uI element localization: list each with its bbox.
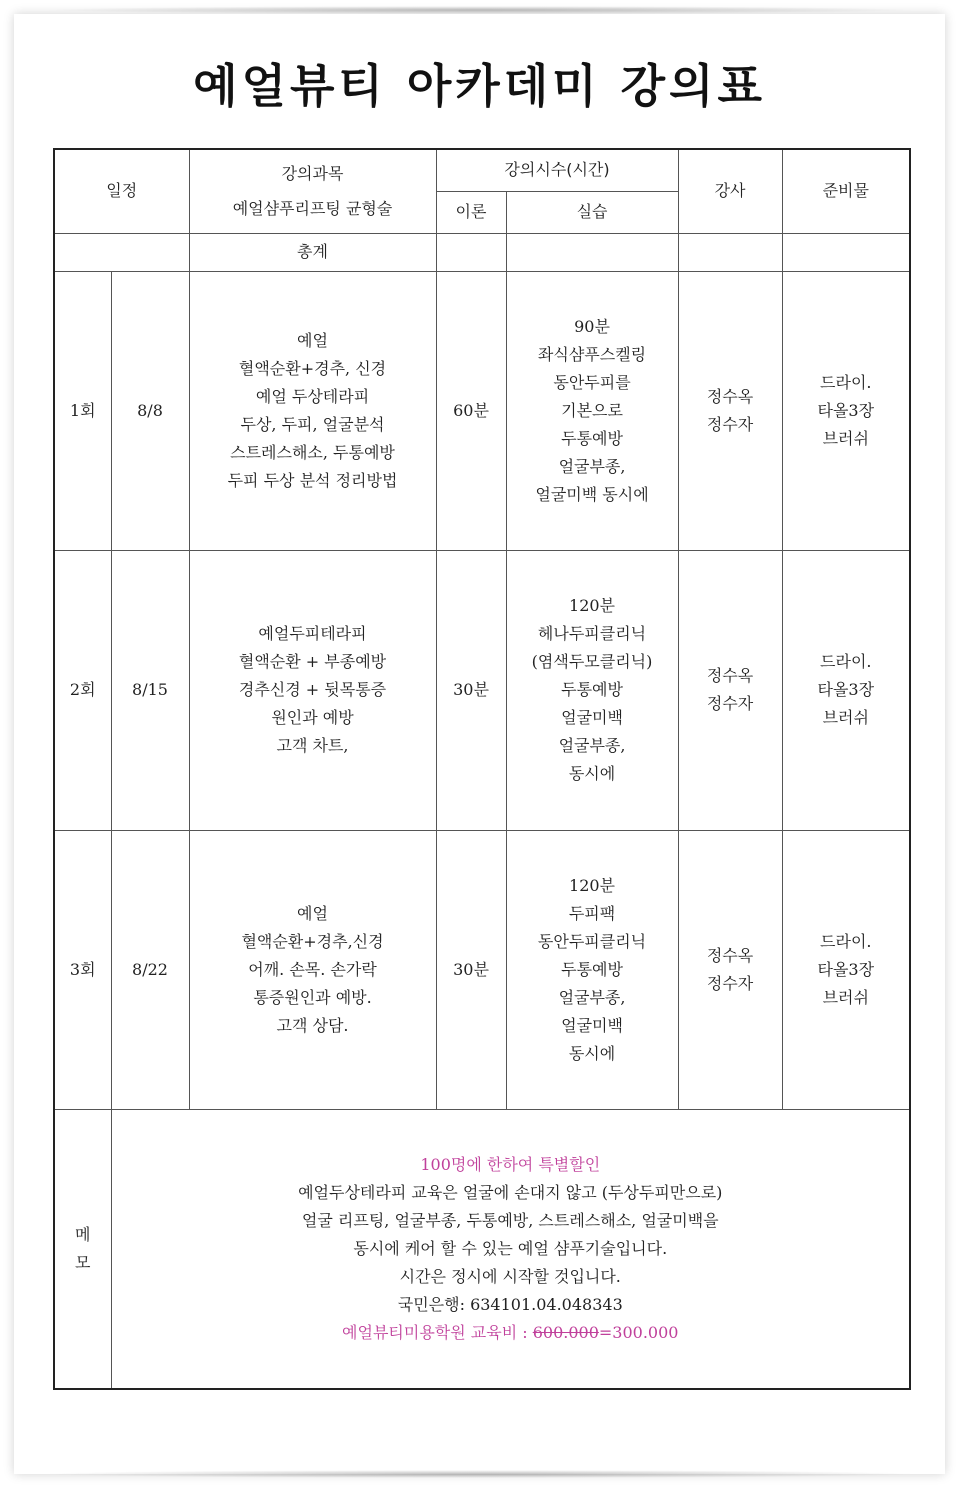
session-label: 2회 xyxy=(54,550,111,830)
session-subject xyxy=(189,830,436,1109)
practice-line: 두통예방 xyxy=(561,959,623,979)
total-row xyxy=(54,233,910,271)
material-item: 드라이. xyxy=(820,372,872,392)
session-date: 8/22 xyxy=(111,830,189,1109)
practice-line: 동시에 xyxy=(568,764,616,783)
total-instructor-cell xyxy=(678,233,782,271)
session-row-1 xyxy=(54,271,910,550)
schedule-table xyxy=(53,148,911,1390)
session-instructors xyxy=(678,830,782,1109)
practice-line: 90분 xyxy=(574,316,610,336)
total-label: 총계 xyxy=(189,233,436,271)
practice-line: (염색두모클리닉) xyxy=(531,652,653,671)
memo-label xyxy=(54,1109,111,1389)
subject-line: 통증원인과 예방. xyxy=(253,987,372,1007)
header-subject-name: 예얼샴푸리프팅 균형술 xyxy=(189,191,436,233)
session-theory: 30분 xyxy=(436,550,506,830)
practice-line: 헤나두피클리닉 xyxy=(537,624,647,643)
practice-line: 좌식샴푸스켈링 xyxy=(537,344,647,364)
session-instructors xyxy=(678,271,782,550)
memo-content xyxy=(111,1109,910,1389)
session-materials xyxy=(782,271,910,550)
instructor-name: 정수자 xyxy=(706,694,754,713)
total-practice-cell xyxy=(506,233,678,271)
fee-old-price: 600.000 xyxy=(532,1322,599,1342)
memo-row xyxy=(54,1109,910,1389)
practice-line: 동안두피를 xyxy=(553,372,631,392)
header-practice: 실습 xyxy=(506,191,678,233)
header-hours: 강의시수(시간) xyxy=(436,149,678,191)
practice-line: 얼굴부종, xyxy=(558,987,626,1007)
header-instructor: 강사 xyxy=(678,149,782,233)
subject-line: 고객 차트, xyxy=(276,736,349,755)
memo-label-char: 메 xyxy=(75,1224,91,1244)
subject-line: 예얼두피테라피 xyxy=(258,624,367,643)
subject-line: 원인과 예방 xyxy=(271,708,354,727)
session-materials xyxy=(782,550,910,830)
session-row-3 xyxy=(54,830,910,1109)
practice-line: 120분 xyxy=(569,596,616,615)
session-theory: 30분 xyxy=(436,830,506,1109)
memo-line: 동시에 케어 할 수 있는 예얼 샴푸기술입니다. xyxy=(353,1238,668,1258)
practice-line: 두통예방 xyxy=(561,680,623,699)
subject-line: 두상, 두피, 얼굴분석 xyxy=(240,414,385,434)
fee-new-price: =300.000 xyxy=(598,1322,679,1342)
session-subject xyxy=(189,550,436,830)
practice-line: 두통예방 xyxy=(561,428,623,448)
practice-line: 얼굴미백 xyxy=(561,708,623,727)
practice-line: 동안두피클리닉 xyxy=(537,931,647,951)
session-date: 8/8 xyxy=(111,271,189,550)
total-materials-cell xyxy=(782,233,910,271)
session-instructors xyxy=(678,550,782,830)
page-shadow-bottom xyxy=(40,1470,919,1478)
practice-line: 얼굴부종, xyxy=(558,736,626,755)
fee-prefix: 예얼뷰티미용학원 교육비 : xyxy=(342,1322,533,1342)
subject-line: 혈액순환+경추, 신경 xyxy=(238,358,387,378)
subject-line: 어깨. 손목. 손가락 xyxy=(248,959,377,979)
subject-line: 스트레스해소, 두통예방 xyxy=(230,442,395,462)
memo-fee-line xyxy=(112,1319,910,1347)
material-item: 브러쉬 xyxy=(822,708,869,727)
subject-line: 예얼 두상테라피 xyxy=(255,386,370,406)
header-subject-title: 강의과목 xyxy=(189,149,436,191)
practice-line: 두피팩 xyxy=(568,903,616,923)
instructor-name: 정수옥 xyxy=(706,666,754,685)
subject-line: 혈액순환 + 부종예방 xyxy=(238,652,387,671)
instructor-name: 정수자 xyxy=(706,414,754,434)
practice-line: 120분 xyxy=(569,875,616,895)
header-schedule: 일정 xyxy=(54,149,189,233)
practice-line: 얼굴부종, xyxy=(558,456,626,476)
practice-line: 기본으로 xyxy=(561,400,623,420)
session-subject xyxy=(189,271,436,550)
page-title: 예얼뷰티 아카데미 강의표 xyxy=(193,59,766,113)
memo-line: 예얼두상테라피 교육은 얼굴에 손대지 않고 (두상두피만으로) xyxy=(298,1182,723,1202)
memo-line: 시간은 정시에 시작할 것입니다. xyxy=(399,1266,621,1286)
material-item: 드라이. xyxy=(820,652,872,671)
memo-line: 국민은행: 634101.04.048343 xyxy=(397,1294,623,1314)
session-label: 1회 xyxy=(54,271,111,550)
memo-highlight: 100명에 한하여 특별할인 xyxy=(420,1154,601,1174)
page-shadow-top xyxy=(40,6,919,14)
instructor-name: 정수옥 xyxy=(706,386,754,406)
practice-line: 얼굴미백 xyxy=(561,1015,623,1035)
subject-line: 두피 두상 분석 정리방법 xyxy=(227,470,398,490)
session-date: 8/15 xyxy=(111,550,189,830)
session-theory: 60분 xyxy=(436,271,506,550)
practice-line: 얼굴미백 동시에 xyxy=(535,484,649,504)
subject-line: 예얼 xyxy=(297,903,328,923)
material-item: 타올3장 xyxy=(817,400,875,420)
subject-line: 고객 상담. xyxy=(276,1015,349,1035)
session-practice xyxy=(506,271,678,550)
memo-label-char: 모 xyxy=(75,1252,91,1272)
session-label: 3회 xyxy=(54,830,111,1109)
subject-line: 예얼 xyxy=(297,330,328,350)
material-item: 브러쉬 xyxy=(822,428,869,448)
header-theory: 이론 xyxy=(436,191,506,233)
header-materials: 준비물 xyxy=(782,149,910,233)
subject-line: 경추신경 + 뒷목통증 xyxy=(238,680,387,699)
material-item: 브러쉬 xyxy=(822,987,869,1007)
instructor-name: 정수자 xyxy=(706,973,754,993)
subject-line: 혈액순환+경추,신경 xyxy=(241,931,384,951)
instructor-name: 정수옥 xyxy=(706,945,754,965)
header-row-1 xyxy=(54,149,910,191)
total-theory-cell xyxy=(436,233,506,271)
memo-line: 얼굴 리프팅, 얼굴부종, 두통예방, 스트레스해소, 얼굴미백을 xyxy=(301,1210,719,1230)
session-practice xyxy=(506,830,678,1109)
material-item: 타올3장 xyxy=(817,680,875,699)
practice-line: 동시에 xyxy=(568,1043,616,1063)
session-row-2 xyxy=(54,550,910,830)
material-item: 타올3장 xyxy=(817,959,875,979)
material-item: 드라이. xyxy=(820,931,872,951)
total-empty-cell xyxy=(54,233,189,271)
session-practice xyxy=(506,550,678,830)
session-materials xyxy=(782,830,910,1109)
